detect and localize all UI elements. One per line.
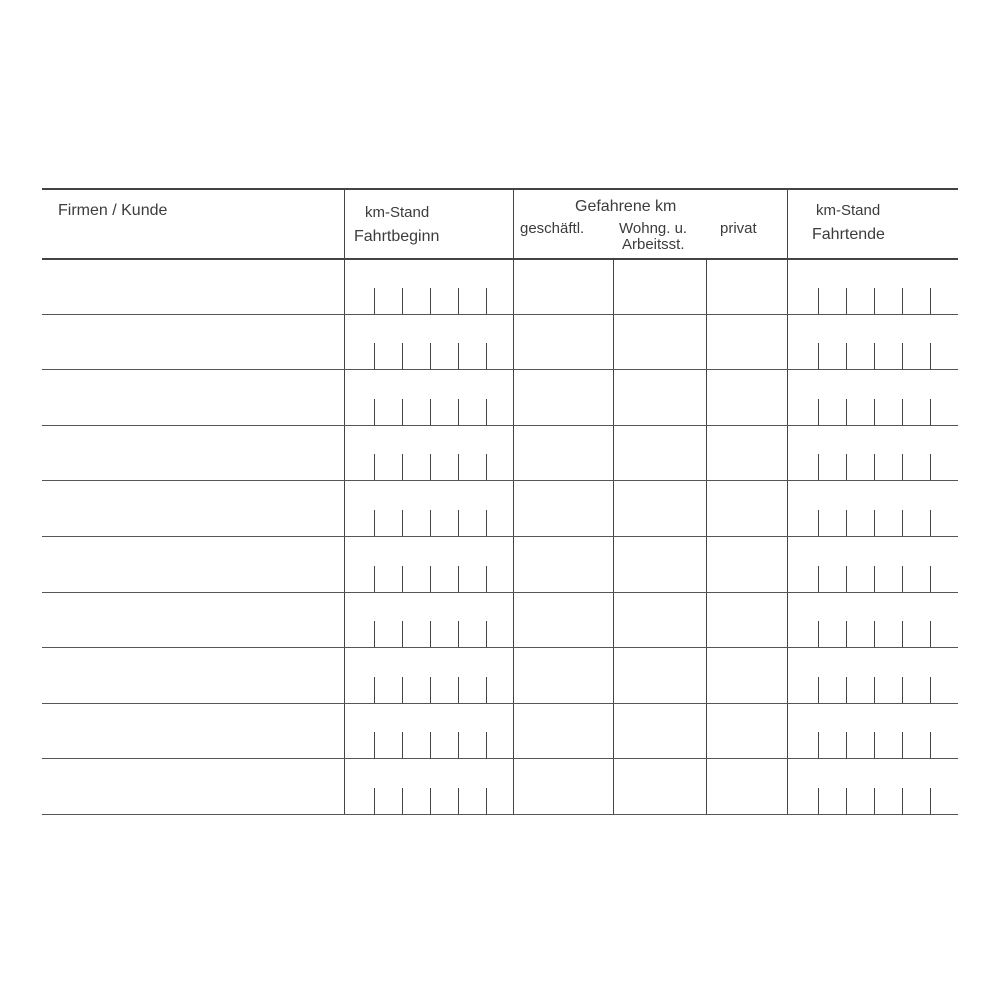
header-customer: Firmen / Kunde — [58, 202, 168, 219]
km-start-digit-separator — [458, 510, 459, 536]
private-km-field[interactable] — [706, 369, 787, 425]
private-km-field[interactable] — [706, 647, 787, 703]
km-end-field[interactable] — [787, 536, 958, 592]
customer-field[interactable] — [42, 258, 344, 314]
km-end-digit-separator — [902, 288, 903, 314]
private-km-field[interactable] — [706, 314, 787, 370]
km-start-digit-separator — [402, 288, 403, 314]
business-km-field[interactable] — [513, 258, 613, 314]
km-start-field[interactable] — [344, 369, 513, 425]
header-km-start-line1: km-Stand — [365, 204, 430, 221]
km-end-field[interactable] — [787, 258, 958, 314]
km-end-field[interactable] — [787, 314, 958, 370]
km-end-digit-separator — [846, 343, 847, 369]
km-start-digit-separator — [402, 399, 403, 425]
private-km-field[interactable] — [706, 758, 787, 814]
km-start-digit-separator — [374, 343, 375, 369]
km-end-digit-separator — [846, 288, 847, 314]
km-end-digit-separator — [846, 566, 847, 592]
km-end-digit-separator — [818, 677, 819, 703]
header-km-start-line2: Fahrtbeginn — [354, 228, 440, 245]
commute-km-field[interactable] — [613, 480, 706, 536]
commute-km-field[interactable] — [613, 425, 706, 481]
km-start-digit-separator — [486, 621, 487, 647]
km-start-digit-separator — [430, 510, 431, 536]
km-end-digit-separator — [874, 343, 875, 369]
km-end-digit-separator — [902, 788, 903, 814]
business-km-field[interactable] — [513, 425, 613, 481]
km-end-digit-separator — [818, 510, 819, 536]
km-start-field[interactable] — [344, 647, 513, 703]
km-end-digit-separator — [874, 566, 875, 592]
km-start-field[interactable] — [344, 480, 513, 536]
header-driven-private: privat — [720, 220, 757, 237]
km-start-digit-separator — [458, 399, 459, 425]
km-end-digit-separator — [818, 788, 819, 814]
km-end-digit-separator — [846, 510, 847, 536]
business-km-field[interactable] — [513, 592, 613, 648]
km-end-digit-separator — [874, 677, 875, 703]
km-start-digit-separator — [486, 399, 487, 425]
km-end-digit-separator — [930, 621, 931, 647]
km-start-digit-separator — [402, 732, 403, 758]
km-start-digit-separator — [374, 621, 375, 647]
km-start-digit-separator — [486, 454, 487, 480]
km-start-digit-separator — [374, 566, 375, 592]
km-start-digit-separator — [374, 510, 375, 536]
km-end-digit-separator — [874, 399, 875, 425]
commute-km-field[interactable] — [613, 758, 706, 814]
business-km-field[interactable] — [513, 758, 613, 814]
km-start-digit-separator — [458, 621, 459, 647]
km-start-digit-separator — [486, 732, 487, 758]
header-km-end-line1: km-Stand — [816, 202, 881, 219]
km-end-field[interactable] — [787, 592, 958, 648]
private-km-field[interactable] — [706, 703, 787, 759]
km-end-digit-separator — [846, 677, 847, 703]
km-end-field[interactable] — [787, 369, 958, 425]
customer-field[interactable] — [42, 647, 344, 703]
customer-field[interactable] — [42, 592, 344, 648]
km-end-digit-separator — [874, 788, 875, 814]
km-start-digit-separator — [402, 788, 403, 814]
km-start-digit-separator — [374, 788, 375, 814]
km-end-digit-separator — [818, 454, 819, 480]
km-end-digit-separator — [874, 288, 875, 314]
km-start-digit-separator — [430, 454, 431, 480]
km-start-digit-separator — [402, 677, 403, 703]
km-start-digit-separator — [458, 343, 459, 369]
km-end-digit-separator — [818, 288, 819, 314]
km-start-digit-separator — [486, 510, 487, 536]
customer-field[interactable] — [42, 480, 344, 536]
km-start-digit-separator — [486, 677, 487, 703]
business-km-field[interactable] — [513, 536, 613, 592]
private-km-field[interactable] — [706, 536, 787, 592]
header-driven-title: Gefahrene km — [575, 198, 677, 215]
customer-field[interactable] — [42, 536, 344, 592]
km-start-digit-separator — [402, 566, 403, 592]
km-start-digit-separator — [374, 288, 375, 314]
business-km-field[interactable] — [513, 647, 613, 703]
commute-km-field[interactable] — [613, 314, 706, 370]
customer-field[interactable] — [42, 314, 344, 370]
km-end-field[interactable] — [787, 647, 958, 703]
business-km-field[interactable] — [513, 703, 613, 759]
commute-km-field[interactable] — [613, 647, 706, 703]
logbook-form — [42, 188, 958, 814]
km-start-digit-separator — [486, 343, 487, 369]
km-end-digit-separator — [846, 621, 847, 647]
km-end-digit-separator — [930, 510, 931, 536]
km-start-field[interactable] — [344, 258, 513, 314]
km-end-digit-separator — [902, 454, 903, 480]
km-end-digit-separator — [846, 454, 847, 480]
km-end-field[interactable] — [787, 703, 958, 759]
km-end-digit-separator — [818, 566, 819, 592]
km-start-digit-separator — [402, 510, 403, 536]
km-end-digit-separator — [930, 677, 931, 703]
commute-km-field[interactable] — [613, 592, 706, 648]
km-start-digit-separator — [374, 399, 375, 425]
km-end-field[interactable] — [787, 480, 958, 536]
header-driven-commute-line1: Wohng. u. — [619, 220, 688, 237]
km-end-digit-separator — [930, 288, 931, 314]
km-start-digit-separator — [430, 288, 431, 314]
km-end-digit-separator — [874, 732, 875, 758]
km-start-digit-separator — [458, 788, 459, 814]
km-end-digit-separator — [902, 621, 903, 647]
km-start-digit-separator — [486, 566, 487, 592]
customer-field[interactable] — [42, 758, 344, 814]
top-border — [42, 188, 958, 190]
km-end-digit-separator — [902, 399, 903, 425]
km-start-digit-separator — [458, 288, 459, 314]
private-km-field[interactable] — [706, 425, 787, 481]
customer-field[interactable] — [42, 703, 344, 759]
km-end-digit-separator — [902, 343, 903, 369]
km-start-digit-separator — [486, 288, 487, 314]
km-start-digit-separator — [486, 788, 487, 814]
km-end-digit-separator — [930, 788, 931, 814]
km-start-field[interactable] — [344, 314, 513, 370]
km-start-digit-separator — [458, 454, 459, 480]
business-km-field[interactable] — [513, 480, 613, 536]
km-end-digit-separator — [818, 343, 819, 369]
km-start-digit-separator — [374, 732, 375, 758]
km-start-digit-separator — [458, 566, 459, 592]
km-end-field[interactable] — [787, 758, 958, 814]
customer-field[interactable] — [42, 425, 344, 481]
km-start-digit-separator — [374, 454, 375, 480]
km-start-digit-separator — [430, 732, 431, 758]
km-end-digit-separator — [902, 510, 903, 536]
km-start-digit-separator — [402, 343, 403, 369]
km-end-digit-separator — [930, 343, 931, 369]
km-start-digit-separator — [430, 399, 431, 425]
km-end-digit-separator — [846, 732, 847, 758]
header-km-end-line2: Fahrtende — [812, 226, 885, 243]
km-end-digit-separator — [874, 510, 875, 536]
km-start-digit-separator — [374, 677, 375, 703]
km-end-digit-separator — [818, 621, 819, 647]
km-start-field[interactable] — [344, 592, 513, 648]
km-end-field[interactable] — [787, 425, 958, 481]
header-driven-business: geschäftl. — [520, 220, 585, 237]
km-end-digit-separator — [902, 677, 903, 703]
commute-km-field[interactable] — [613, 703, 706, 759]
commute-km-field[interactable] — [613, 536, 706, 592]
private-km-field[interactable] — [706, 480, 787, 536]
private-km-field[interactable] — [706, 258, 787, 314]
row-divider — [42, 814, 958, 815]
km-end-digit-separator — [874, 621, 875, 647]
km-end-digit-separator — [930, 732, 931, 758]
km-start-digit-separator — [458, 732, 459, 758]
km-end-digit-separator — [902, 732, 903, 758]
km-end-digit-separator — [902, 566, 903, 592]
km-start-digit-separator — [458, 677, 459, 703]
km-start-digit-separator — [402, 454, 403, 480]
km-end-digit-separator — [930, 399, 931, 425]
km-end-digit-separator — [846, 788, 847, 814]
km-end-digit-separator — [930, 454, 931, 480]
km-start-field[interactable] — [344, 703, 513, 759]
business-km-field[interactable] — [513, 314, 613, 370]
commute-km-field[interactable] — [613, 258, 706, 314]
km-start-field[interactable] — [344, 536, 513, 592]
private-km-field[interactable] — [706, 592, 787, 648]
km-end-digit-separator — [846, 399, 847, 425]
commute-km-field[interactable] — [613, 369, 706, 425]
km-end-digit-separator — [874, 454, 875, 480]
km-start-field[interactable] — [344, 758, 513, 814]
km-start-field[interactable] — [344, 425, 513, 481]
km-start-digit-separator — [430, 566, 431, 592]
km-end-digit-separator — [930, 566, 931, 592]
km-start-digit-separator — [430, 343, 431, 369]
km-start-digit-separator — [430, 677, 431, 703]
km-start-digit-separator — [430, 621, 431, 647]
km-end-digit-separator — [818, 399, 819, 425]
km-end-digit-separator — [818, 732, 819, 758]
business-km-field[interactable] — [513, 369, 613, 425]
km-start-digit-separator — [402, 621, 403, 647]
customer-field[interactable] — [42, 369, 344, 425]
km-start-digit-separator — [430, 788, 431, 814]
header-driven-commute-line2: Arbeitsst. — [622, 236, 685, 253]
